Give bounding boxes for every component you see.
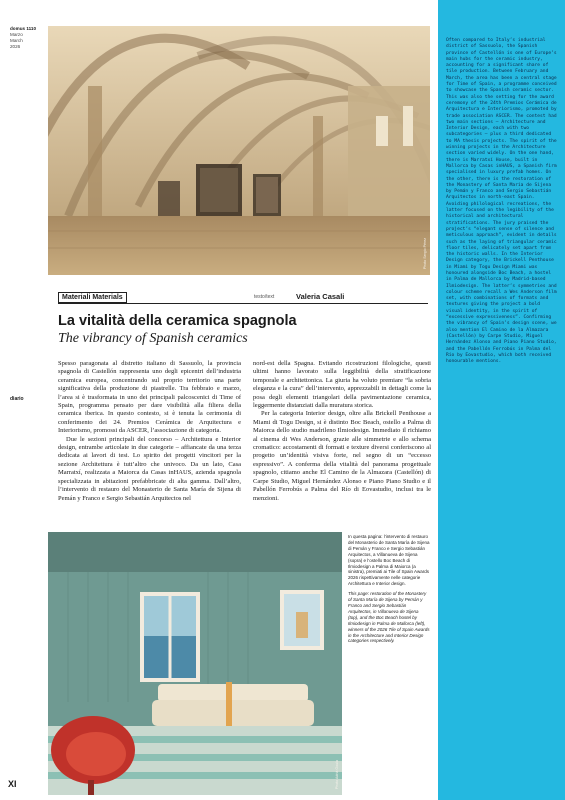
photo-caption [348, 534, 430, 644]
article-title-it: La vitalità della ceramica spagnola [58, 313, 297, 329]
issue-month-it: Marzo [10, 32, 23, 37]
top-photo-credit: Photo Sergio Pérez [423, 237, 427, 269]
caption-italian: In questa pagina: l’intervento di restauro del Monasterio de Santa María de Sijena di Pemán y Franco e Sergio Sebastián Arquitectos, a Villanueva de Sijena (sopra) e l’ostello Boc Beach di Ilmiodesign a Palma di Maiorca (a sinistra), premiati ai Tile of Spain Awards 2026 rispettivamente nelle categorie Architettura e Interior design. [348, 534, 430, 587]
hostel-illustration [48, 532, 342, 795]
body-column-1 [58, 360, 241, 503]
monastery-illustration [48, 26, 430, 275]
issue-year: 2026 [10, 44, 21, 49]
section-label: diario [10, 396, 24, 402]
monastery-photo [48, 26, 430, 275]
section-tag: Materiali Materials [58, 292, 127, 303]
bottom-photo-credit: Photo Adrià Goula [335, 759, 339, 789]
body-column-2 [253, 360, 431, 503]
body-paragraph: Spesso paragonata al distretto italiano di Sassuolo, la provincia spagnola di Castellón rappresenta uno degli epicentri dell’industria ceramica europea, concentrando sul proprio territorio una parte significativa della produzione di piastrelle. Tra febbraio e marzo, l’area si è trasformata in uno dei principali palcoscenici di Time of Spain, programma pensato per dare visibilità alla filiera della ceramica iberica. In questo contesto, si è tenuta la cerimonia di conferimento dei 24. Premios Cerámica de Arquitectura e Interiorismo, promossi da ASCER, l’associazione di categoria. [58, 360, 241, 435]
issue-month-en: March [10, 38, 23, 43]
issue-number: domus 1110 [10, 26, 37, 31]
byline-label: testo/text [254, 294, 275, 300]
author-name: Valeria Casali [296, 292, 345, 301]
body-paragraph: nord-est della Spagna. Evitando ricostruzioni filologiche, questi ultimi hanno lavorato sulla leggibilità della stratificazione temporale e architettonica. La giuria ha voluto premiare “la sobria eleganza e la cura” dell’intervento, apprezzabili in dettagli come la posa degli elementi triangolari della pavimentazione ceramica, leggermente distanziati dalla muratura storica. [253, 360, 431, 410]
body-paragraph: Per la categoria Interior design, oltre alla Brickell Penthouse a Miami di Togu Design, si è distinto Boc Beach, ostello a Palma di Maiorca dello studio madrileno Ilmiodesign. Immediato il richiamo al cinema di Wes Anderson, grazie alle simmetrie e allo schema cromatico: accostamenti di formati e texture diversi conferiscono al progetto un’identità visiva forte, nel segno di un “eccesso espressivo”. A conferma della vitalità del panorama progettuale spagnolo, citiamo anche El Camino de la Almazara (Castellón) di Carpe Studio, Miguel Hernández Alonso e Piano Piano Studio e il Pabellón Ferrobús a Palma del Río di Eovastudio, inclusi tra le menzioni. [253, 410, 431, 502]
english-translation: Often compared to Italy’s industrial district of Sassuolo, the Spanish province of Castellón is one of Europe’s main hubs for the ceramic industry, accounting for a significant share of tile production. Between February and March, the area has been a central stage for Time of Spain, a programme conceived to showcase the Spanish ceramic sector. This was also the setting for the award ceremony of the 24th Premios Cerámica de Arquitectura e Interiorismo, promoted by trade association ASCER. The contest had two main sections – Architecture and Interior Design, each with two subcategories – plus a third dedicated to MA thesis projects. The spirit of the winning projects in the Architecture section varied widely. On the one hand, there is Marratxí House, built in Mallorca by Casas inHAUS, a Spanish firm specialised in luxury prefab homes. On the other, there is the restoration of the Monastery of Santa María de Sijena by Pemán y Franco and Sergio Sebastián Arquitectos in north-east Spain. Avoiding philological recreations, the latter focused on the legibility of the historical and architectural stratifications. The jury praised the project’s “elegant sense of silence and meticulous approach”, evident in details such as the laying of triangular ceramic floor tiles, delicately set apart from the historic walls. In the Interior Design category, the Brickell Penthouse in Miami by Togu Design Miami was honoured alongside Boc Beach, a hostel in Palma de Mallorca by Madrid-based Ilmiodesign. The latter’s symmetries and colour scheme recall a Wes Anderson film set, with combinations of formats and textures giving the project a bold visual identity, in the spirit of “excessive expressiveness”. Confirming the vibrancy of Spain’s design scene, we also mention El Camino de la Almazara (Castellón) by Carpe Studio, Miguel Hernández Alonso and Piano Piano Studio, and the Pabellón Ferrobús in Palma del Río by Eovastudio, which both received honourable mentions. [446, 38, 557, 365]
issue-info [10, 26, 44, 50]
body-paragraph: Due le sezioni principali del concorso – Architettura e Interior design, entrambe articolate in due categorie – affiancate da una terza dedicata ai lavori di tesi. Lo spirito dei progetti vincitori per la sezione Architettura è tutt’altro che univoco. Da un lato, Casa Marratxí, realizzata a Maiorca da Casas inHAUS, azienda spagnola specializzata in abitazioni prefabbricate di alta gamma. Dall’altro, l’intervento di restauro del Monasterio de Santa María de Sijena di Pemán y Franco e Sergio Sebastián Arquitectos nel [58, 435, 241, 502]
header-rule [58, 303, 428, 304]
hostel-photo [48, 532, 342, 795]
article-title-en: The vibrancy of Spanish ceramics [58, 331, 248, 346]
page-number: XI [8, 779, 17, 789]
caption-english: This page: restoration of the Monastery of Santa María de Sijena by Pemán y Franco and Sergio Sebastián Arquitectos, in Villanueva de Sijena (top), and the Boc Beach hostel by Ilmiodesign in Palma de Mallorca (left), winners of the 2026 Tile of Spain Awards in the Architecture and Interior Design categories respectively. [348, 591, 430, 644]
